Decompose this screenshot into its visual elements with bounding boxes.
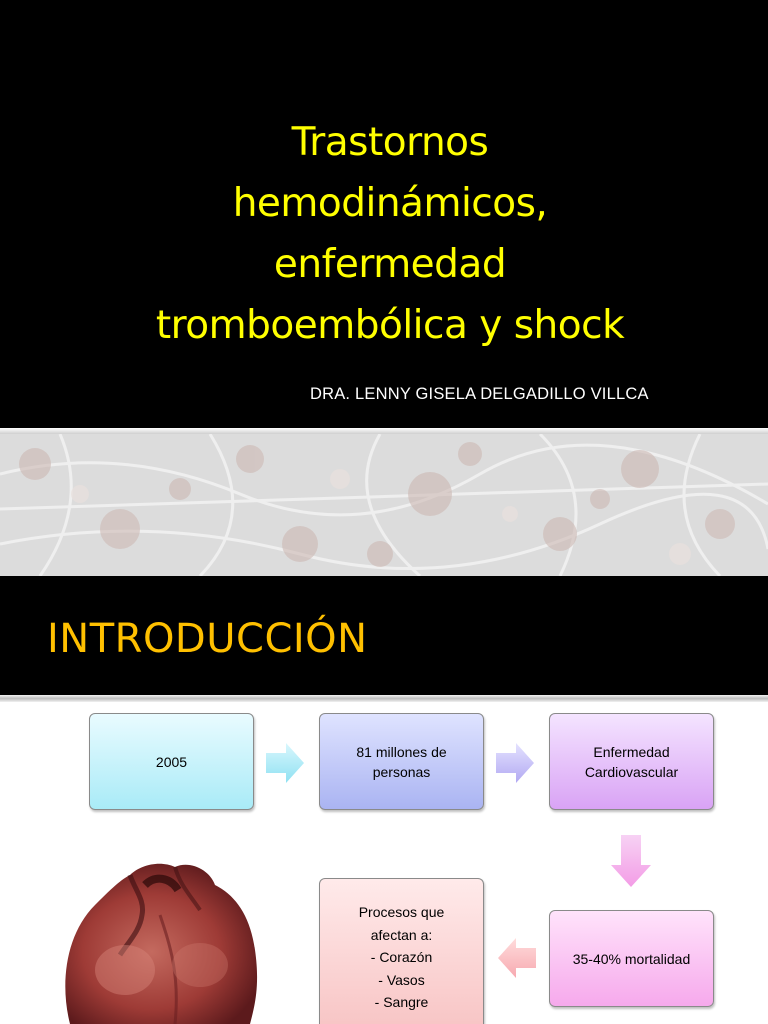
flow-box-processes-line-4: - Vasos	[378, 971, 425, 988]
title-line-3: enfermedad	[273, 242, 507, 287]
flow-box-processes-line-3: - Corazón	[370, 949, 433, 965]
title-line-1: Trastornos	[291, 120, 489, 165]
section-title: INTRODUCCIÓN	[47, 616, 368, 662]
cell-texture-graphic	[0, 434, 768, 576]
heart-illustration	[50, 855, 270, 1024]
arrow-left-icon	[498, 938, 536, 978]
author-name: DRA. LENNY GISELA DELGADILLO VILLCA	[310, 385, 649, 403]
flow-box-processes-line-1: Procesos que	[358, 904, 445, 920]
flow-box-year-text: 2005	[155, 753, 188, 770]
arrow-right-icon	[496, 743, 534, 783]
arrow-right-icon	[266, 743, 304, 783]
title-line-4: tromboembólica y shock	[155, 303, 625, 348]
flow-box-disease	[549, 713, 714, 810]
arrow-down-icon	[611, 835, 651, 887]
flow-box-processes-line-2: afectan a:	[370, 926, 433, 943]
flow-box-people-line-1: 81 millones de	[356, 743, 447, 760]
decorative-texture-band	[0, 434, 768, 576]
slide-title	[40, 112, 740, 356]
flow-box-disease-line-2: Cardiovascular	[584, 763, 679, 780]
flow-box-year	[89, 713, 254, 810]
title-line-2: hemodinámicos,	[232, 181, 548, 226]
flow-box-mortality-text: 35-40% mortalidad	[572, 950, 691, 967]
flow-box-mortality	[549, 910, 714, 1007]
flow-box-processes	[319, 878, 484, 1024]
section-divider	[0, 695, 768, 702]
flow-box-people-line-2: personas	[372, 763, 431, 780]
flow-box-disease-line-1: Enfermedad	[593, 743, 670, 760]
flow-box-processes-line-5: - Sangre	[374, 994, 429, 1010]
title-slide	[0, 0, 768, 428]
flow-box-people	[319, 713, 484, 810]
